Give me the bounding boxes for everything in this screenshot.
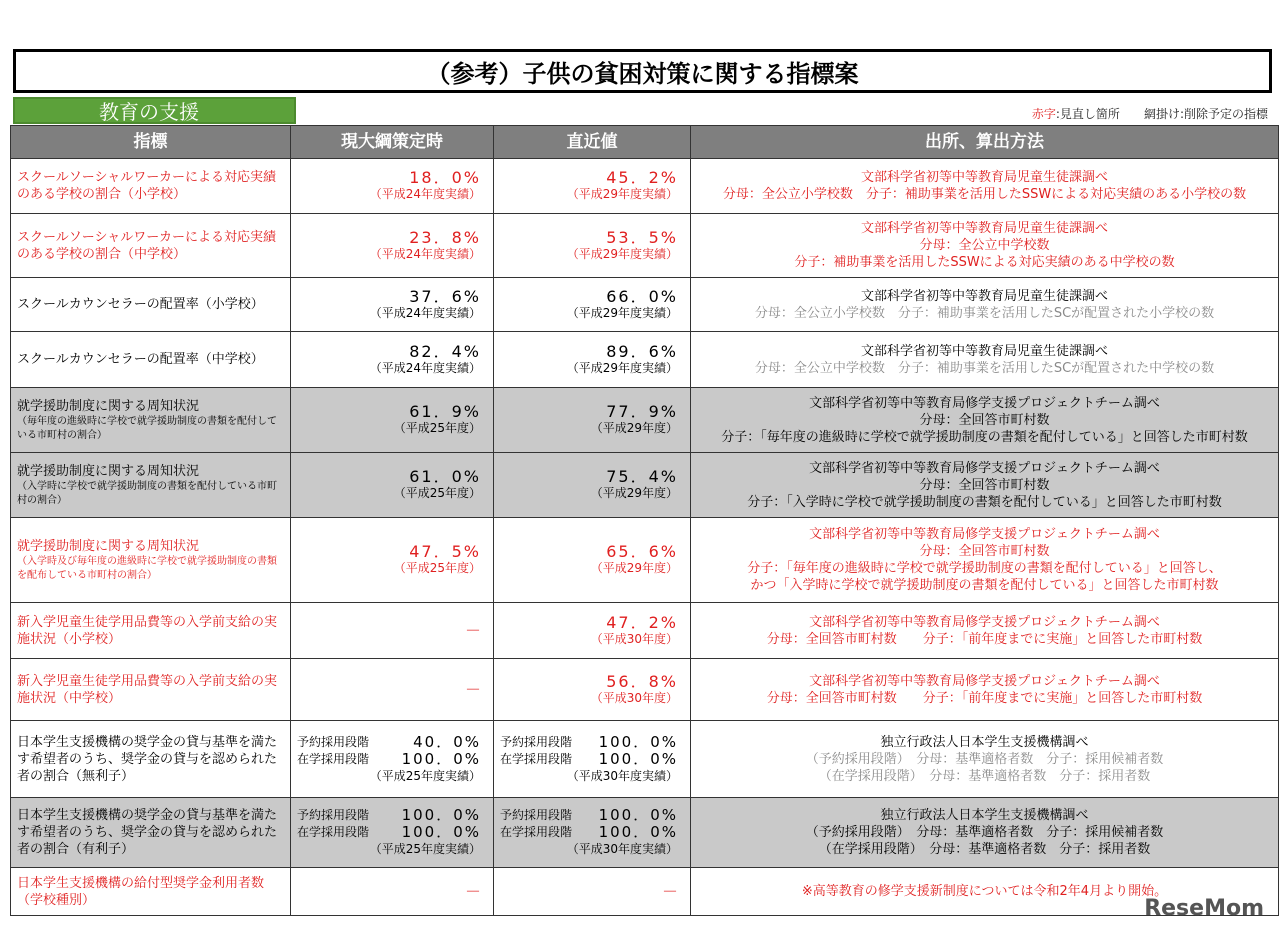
source-line: （予約採用段階） 分母：基準適格者数 分子：採用候補者数 <box>805 825 1164 840</box>
indicator-cell <box>11 388 291 453</box>
baseline-period: （平成25年度実績） <box>369 768 481 783</box>
indicator-title: 新入学児童生徒学用品費等の入学前支給の実施状況（小学校） <box>17 614 278 647</box>
legend-red-text: :見直し箇所 <box>1055 107 1120 121</box>
source-cell <box>691 278 1279 332</box>
header-indicator: 指標 <box>11 126 291 159</box>
recent-value: 66．0% <box>606 286 678 306</box>
recent-period: （平成29年度） <box>590 486 678 500</box>
baseline-part-value: 100．0% <box>401 806 481 824</box>
baseline-part <box>297 824 481 841</box>
source-line: 文部科学省初等中等教育局修学支援プロジェクトチーム調べ <box>809 614 1160 630</box>
baseline-value: 47．5% <box>409 542 481 561</box>
legend-hatch: 網掛け:削除予定の指標 <box>1143 107 1268 121</box>
source-line: 分母：全回答市町村数 分子：「前年度までに実施」と回答した市町村数 <box>766 690 1203 706</box>
recent-cell <box>494 332 691 388</box>
source-cell <box>691 388 1279 453</box>
indicator-cell <box>11 603 291 659</box>
source-cell <box>691 603 1279 659</box>
baseline-value: － <box>464 882 481 901</box>
source-line: 分母：全回答市町村数 分子：「前年度までに実施」と回答した市町村数 <box>766 631 1203 647</box>
source-cell <box>691 798 1279 868</box>
baseline-cell <box>291 518 494 603</box>
recent-value: 56．8% <box>606 671 678 691</box>
recent-value: 75．4% <box>606 467 678 486</box>
recent-cell <box>494 388 691 453</box>
recent-part <box>500 734 678 751</box>
source-line: 分母：全公立小学校数 分子：補助事業を活用したSCが配置された小学校の数 <box>754 305 1215 321</box>
table-row <box>11 603 1279 659</box>
table-row <box>11 332 1279 388</box>
table-row <box>11 388 1279 453</box>
section-label: 教育の支援 <box>13 97 296 124</box>
table-row <box>11 453 1279 518</box>
recent-period: （平成29年度） <box>590 421 678 435</box>
indicator-cell <box>11 659 291 721</box>
source-line: 文部科学省初等中等教育局修学支援プロジェクトチーム調べ <box>809 673 1160 689</box>
indicator-note: （入学時及び毎年度の進級時に学校で就学援助制度の書類を配布している市町村の割合） <box>17 555 277 581</box>
recent-part-label: 在学採用段階 <box>500 825 573 839</box>
table-row <box>11 868 1279 916</box>
source-line: ※高等教育の修学支援新制度については令和2年4月より開始。 <box>801 884 1168 899</box>
recent-part-value: 100．0% <box>598 749 678 768</box>
baseline-cell <box>291 159 494 214</box>
indicator-cell <box>11 332 291 388</box>
source-line: 分母：全回答市町村数 <box>919 544 1050 559</box>
indicator-cell <box>11 798 291 868</box>
source-line: （在学採用段階） 分母：基準適格者数 分子：採用者数 <box>818 842 1151 857</box>
source-cell <box>691 453 1279 518</box>
source-line: 文部科学省初等中等教育局修学支援プロジェクトチーム調べ <box>809 460 1160 476</box>
source-line: 分母：全回答市町村数 <box>919 477 1050 493</box>
recent-cell <box>494 603 691 659</box>
recent-period: （平成29年度） <box>590 561 678 575</box>
baseline-period: （平成24年度実績） <box>369 187 481 201</box>
indicator-title: スクールソーシャルワーカーによる対応実績のある学校の割合（中学校） <box>17 229 276 262</box>
baseline-value: 82．4% <box>409 341 481 361</box>
source-line: 分子：補助事業を活用したSSWによる対応実績のある中学校の数 <box>794 255 1175 270</box>
source-line: 分母：全公立中学校数 分子：補助事業を活用したSCが配置された中学校の数 <box>754 360 1215 376</box>
source-line: 文部科学省初等中等教育局児童生徒課調べ <box>860 343 1108 359</box>
source-line: 文部科学省初等中等教育局児童生徒課調べ <box>860 221 1108 236</box>
recent-period: （平成29年度実績） <box>566 305 678 320</box>
recent-part-label: 在学採用段階 <box>500 751 573 766</box>
indicator-title: 日本学生支援機構の奨学金の貸与基準を満たす希望者のうち、奨学金の貸与を認められた者の割合（無利子） <box>17 734 278 784</box>
baseline-part-label: 予約採用段階 <box>297 808 370 822</box>
indicator-cell <box>11 721 291 798</box>
indicator-cell <box>11 278 291 332</box>
indicator-title: 就学援助制度に関する周知状況 <box>17 538 200 554</box>
indicator-cell <box>11 214 291 278</box>
baseline-cell <box>291 603 494 659</box>
source-cell <box>691 659 1279 721</box>
recent-period: （平成30年度） <box>590 631 678 646</box>
baseline-cell <box>291 388 494 453</box>
recent-cell <box>494 518 691 603</box>
table-row <box>11 278 1279 332</box>
recent-cell <box>494 159 691 214</box>
page-title: （参考）子供の貧困対策に関する指標案 <box>13 49 1272 93</box>
legend-red-label: 赤字 <box>1031 107 1056 121</box>
baseline-part-label: 予約採用段階 <box>297 734 370 749</box>
recent-part-label: 予約採用段階 <box>500 808 573 822</box>
recent-value: 77．9% <box>606 402 678 421</box>
baseline-period: （平成24年度実績） <box>369 360 481 375</box>
source-line: 分母：全回答市町村数 <box>919 412 1050 428</box>
recent-cell <box>494 721 691 798</box>
source-line: 文部科学省初等中等教育局児童生徒課調べ <box>860 170 1108 185</box>
baseline-period: （平成24年度実績） <box>369 305 481 320</box>
recent-value: 47．2% <box>606 612 678 632</box>
indicator-cell <box>11 868 291 916</box>
baseline-value: 23．8% <box>409 227 481 247</box>
source-line: 分子：「入学時に学校で就学援助制度の書類を配付している」と回答した市町村数 <box>747 494 1222 510</box>
recent-part <box>500 824 678 841</box>
resemom-logo: ReseMom <box>1144 896 1264 921</box>
baseline-value: 18．0% <box>409 168 481 187</box>
baseline-cell <box>291 868 494 916</box>
table-row <box>11 159 1279 214</box>
indicator-title: スクールカウンセラーの配置率（小学校） <box>17 297 264 312</box>
recent-value: 45．2% <box>606 168 678 187</box>
baseline-period: （平成25年度） <box>393 486 481 500</box>
recent-value: 53．5% <box>606 227 678 247</box>
baseline-period: （平成25年度） <box>393 421 481 435</box>
table-header-row <box>11 126 1279 159</box>
table-row <box>11 518 1279 603</box>
recent-part <box>500 751 678 768</box>
indicator-cell <box>11 453 291 518</box>
baseline-value: 37．6% <box>409 286 481 306</box>
recent-period: （平成30年度実績） <box>566 768 678 783</box>
baseline-cell <box>291 332 494 388</box>
recent-cell <box>494 278 691 332</box>
indicator-title: 就学援助制度に関する周知状況 <box>17 463 200 479</box>
recent-period: （平成29年度実績） <box>566 187 678 201</box>
baseline-cell <box>291 659 494 721</box>
recent-value: 65．6% <box>606 542 678 561</box>
baseline-cell <box>291 278 494 332</box>
indicator-note: （毎年度の進級時に学校で就学援助制度の書類を配付している市町村の割合） <box>17 415 277 441</box>
indicator-title: 就学援助制度に関する周知状況 <box>17 398 200 414</box>
recent-part-label: 予約採用段階 <box>500 734 573 749</box>
recent-cell <box>494 214 691 278</box>
indicator-title: スクールカウンセラーの配置率（中学校） <box>17 352 264 367</box>
baseline-part-value: 100．0% <box>401 823 481 841</box>
source-line: 文部科学省初等中等教育局修学支援プロジェクトチーム調べ <box>809 527 1160 542</box>
baseline-cell <box>291 453 494 518</box>
recent-period: （平成30年度） <box>590 690 678 705</box>
baseline-value: 61．0% <box>409 467 481 486</box>
baseline-cell <box>291 721 494 798</box>
source-cell <box>691 332 1279 388</box>
recent-cell <box>494 453 691 518</box>
baseline-period: （平成24年度実績） <box>369 246 481 261</box>
source-line: 文部科学省初等中等教育局児童生徒課調べ <box>860 288 1108 304</box>
indicator-title: 新入学児童生徒学用品費等の入学前支給の実施状況（中学校） <box>17 673 278 706</box>
source-line: かつ「入学時に学校で就学援助制度の書類を配付している」と回答した市町村数 <box>750 578 1219 593</box>
baseline-period: （平成25年度実績） <box>369 842 481 856</box>
recent-value: 89．6% <box>606 341 678 361</box>
baseline-cell <box>291 798 494 868</box>
indicator-title: 日本学生支援機構の給付型奨学金利用者数（学校種別） <box>17 875 265 908</box>
source-line: （在学採用段階） 分母：基準適格者数 分子：採用者数 <box>818 768 1151 784</box>
table-row <box>11 659 1279 721</box>
table-row <box>11 798 1279 868</box>
recent-cell <box>494 659 691 721</box>
baseline-part-value: 100．0% <box>401 749 481 768</box>
indicator-note: （入学時に学校で就学援助制度の書類を配付している市町村の割合） <box>17 480 277 506</box>
baseline-part-label: 在学採用段階 <box>297 751 370 766</box>
indicator-title: スクールソーシャルワーカーによる対応実績のある学校の割合（小学校） <box>17 170 276 202</box>
indicator-cell <box>11 159 291 214</box>
source-line: 分子：「毎年度の進級時に学校で就学援助制度の書類を配付している」と回答した市町村数 <box>721 429 1248 445</box>
source-cell <box>691 721 1279 798</box>
source-line: 文部科学省初等中等教育局修学支援プロジェクトチーム調べ <box>809 395 1160 411</box>
baseline-part-value: 40．0% <box>413 732 481 751</box>
recent-part-value: 100．0% <box>598 823 678 841</box>
baseline-part <box>297 807 481 824</box>
baseline-value: － <box>464 621 481 640</box>
baseline-value: － <box>464 680 481 699</box>
legend <box>1032 105 1268 122</box>
source-line: 独立行政法人日本学生支援機構調べ <box>880 734 1089 750</box>
recent-part-value: 100．0% <box>598 806 678 824</box>
recent-period: （平成29年度実績） <box>566 360 678 375</box>
recent-part <box>500 807 678 824</box>
header-recent: 直近値 <box>494 126 691 159</box>
recent-part-value: 100．0% <box>598 732 678 751</box>
source-line: 分母：全公立小学校数 分子：補助事業を活用したSSWによる対応実績のある小学校の数 <box>722 187 1247 202</box>
indicator-title: 日本学生支援機構の奨学金の貸与基準を満たす希望者のうち、奨学金の貸与を認められた者の割合（有利子） <box>17 808 278 857</box>
source-line: 分母：全公立中学校数 <box>919 238 1050 253</box>
source-cell <box>691 518 1279 603</box>
baseline-part-label: 在学採用段階 <box>297 825 370 839</box>
baseline-value: 61．9% <box>409 402 481 421</box>
recent-value: － <box>661 882 678 901</box>
source-line: 独立行政法人日本学生支援機構調べ <box>880 808 1089 823</box>
header-source: 出所、算出方法 <box>691 126 1279 159</box>
source-cell <box>691 214 1279 278</box>
header-baseline: 現大綱策定時 <box>291 126 494 159</box>
source-line: 分子：「毎年度の進級時に学校で就学援助制度の書類を配付している」と回答し、 <box>747 561 1222 576</box>
recent-cell <box>494 798 691 868</box>
recent-period: （平成30年度実績） <box>566 842 678 856</box>
indicator-table <box>10 125 1279 916</box>
recent-cell <box>494 868 691 916</box>
source-line: （予約採用段階） 分母：基準適格者数 分子：採用候補者数 <box>805 751 1164 767</box>
baseline-part <box>297 751 481 768</box>
table-row <box>11 214 1279 278</box>
table-row <box>11 721 1279 798</box>
baseline-period: （平成25年度） <box>393 561 481 575</box>
indicator-cell <box>11 518 291 603</box>
source-cell <box>691 159 1279 214</box>
baseline-cell <box>291 214 494 278</box>
baseline-part <box>297 734 481 751</box>
recent-period: （平成29年度実績） <box>566 246 678 261</box>
